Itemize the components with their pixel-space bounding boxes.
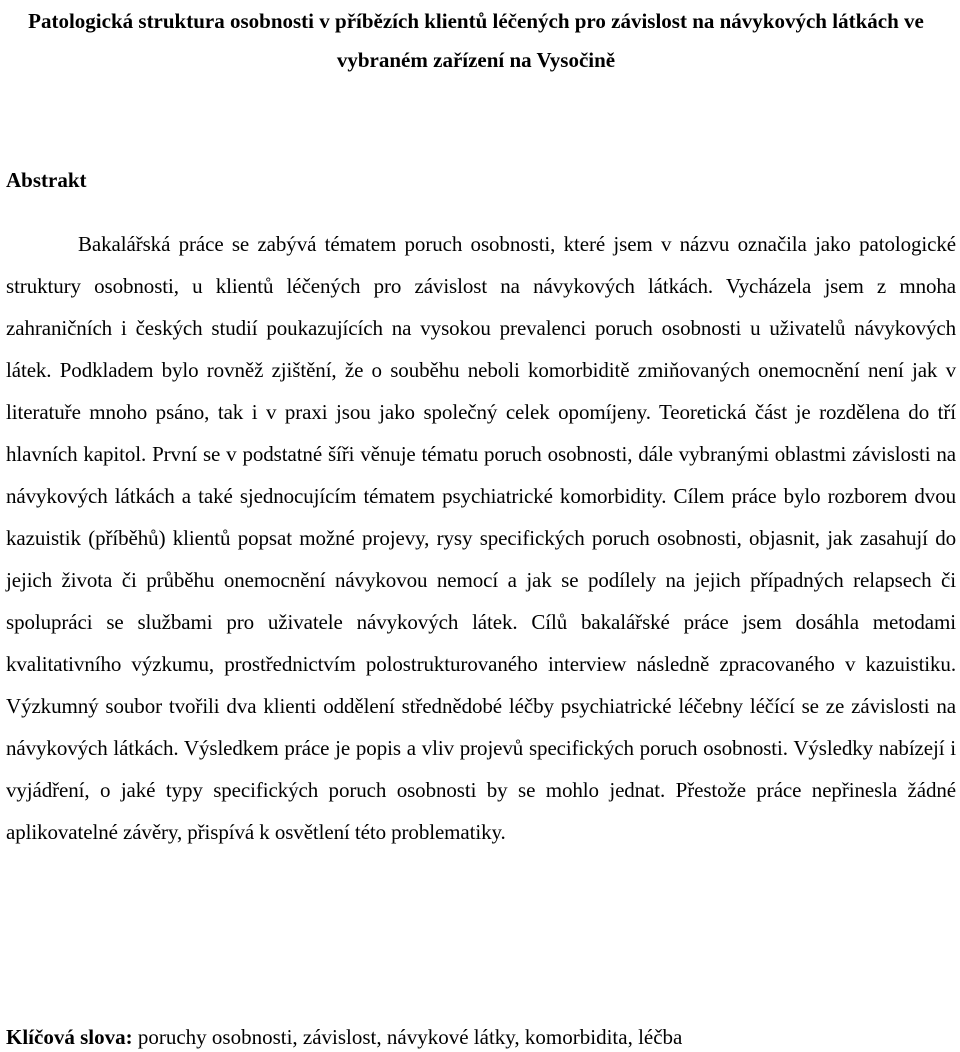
keywords-label: Klíčová slova: [6,1025,133,1049]
abstract-paragraph: Bakalářská práce se zabývá tématem poruch osobnosti, které jsem v názvu označila jako patologické struktury osobnosti, u klientů léčených pro závislost na návykových látkách. Vycházela jsem z mnoha zahraničních i českých studií poukazujících na vysokou prevalenci poruch osobnosti u uživatelů návykových látek. Podkladem bylo rovněž zjištění, že o souběhu neboli komorbiditě zmiňovaných onemocnění není jak v literatuře mnoho psáno, tak i v praxi jsou jako společný celek opomíjeny. Teoretická část je rozdělena do tří hlavních kapitol. První se v podstatné šíři věnuje tématu poruch osobnosti, dále vybranými oblastmi závislosti na návykových látkách a také sjednocujícím tématem psychiatrické komorbidity. Cílem práce bylo rozborem dvou kazuistik (příběhů) klientů popsat možné projevy, rysy specifických poruch osobnosti, objasnit, jak zasahují do jejich života či průběhu onemocnění návykovou nemocí a jak se podílely na jejich případných relapsech či spolupráci se službami pro uživatele návykových látek. Cílů bakalářské práce jsem dosáhla metodami kvalitativního výzkumu, prostřednictvím polostrukturovaného interview následně zpracovaného v kazuistiku. Výzkumný soubor tvořili dva klienti oddělení střednědobé léčby psychiatrické léčebny léčící se ze závislosti na návykových látkách. Výsledkem práce je popis a vliv projevů specifických poruch osobnosti. Výsledky nabízejí i vyjádření, o jaké typy specifických poruch osobnosti by se mohlo jednat. Přestože práce nepřinesla žádné aplikovatelné závěry, přispívá k osvětlení této problematiky. [6,232,956,844]
keywords-list: poruchy osobnosti, závislost, návykové látky, komorbidita, léčba [132,1025,683,1049]
document-title: Patologická struktura osobnosti v příbězích klientů léčených pro závislost na návykových látkách ve vybraném zařízení na Vysočině [28,9,924,72]
abstract-heading: Abstrakt [6,168,87,192]
keywords-line [6,1022,682,1052]
